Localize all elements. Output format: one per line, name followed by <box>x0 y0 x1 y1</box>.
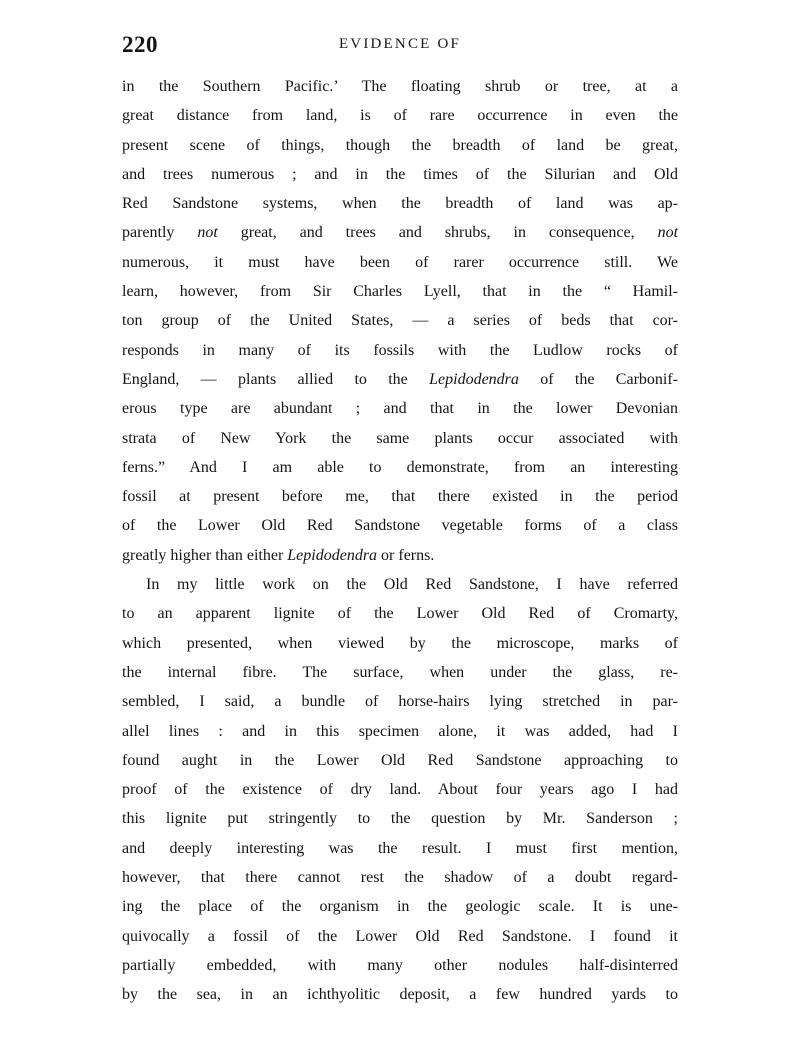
text-segment: of the Lower Old Red Sandstone vegetable forms of a class <box>122 517 678 535</box>
running-title: EVIDENCE OF <box>338 36 462 52</box>
text-line: which presented, when viewed by the microscope, marks of <box>122 634 678 652</box>
text-line <box>122 224 678 253</box>
text-line: by the sea, in an ichthyolitic deposit, a few hundred yards to <box>122 986 678 1004</box>
text-segment: England, — plants allied to the <box>122 370 430 388</box>
text-line <box>122 430 678 459</box>
paragraph-2 <box>122 576 678 1015</box>
text-segment: strata of New York the same plants occur associated with <box>122 429 678 447</box>
text-segment: present scene of things, though the breadth of land be great, <box>122 136 678 154</box>
text-line <box>122 283 678 312</box>
text-line <box>122 459 678 488</box>
text-segment: of the Carbonif- <box>518 370 679 388</box>
text-line: and deeply interesting was the result. I must first mention, <box>122 839 678 857</box>
text-segment: learn, however, from Sir Charles Lyell, that in the “ Hamil- <box>122 283 678 301</box>
running-head <box>122 32 678 62</box>
text-segment: and trees numerous ; and in the times of the Silurian and Old <box>122 165 678 183</box>
text-line: however, that there cannot rest the shadow of a doubt regard- <box>122 869 678 887</box>
text-line: found aught in the Lower Old Red Sandstone approaching to <box>122 751 678 769</box>
italic-text: Lepidodendra <box>429 370 519 388</box>
text-line <box>122 195 678 224</box>
text-segment: parently <box>122 224 198 242</box>
text-segment: numerous, it must have been of rarer occurrence still. We <box>122 253 678 271</box>
text-line <box>122 312 678 341</box>
text-line <box>122 547 678 576</box>
text-segment: greatly higher than either <box>122 546 288 564</box>
text-line: quivocally a fossil of the Lower Old Red Sandstone. I found it <box>122 927 678 945</box>
text-segment: Red Sandstone systems, when the breadth of land was ap- <box>122 195 678 213</box>
text-segment: or ferns. <box>377 546 435 564</box>
text-line <box>122 254 678 283</box>
page-number: 220 <box>122 32 158 57</box>
text-segment: erous type are abundant ; and that in the lower Devonian <box>122 400 678 418</box>
text-line <box>122 371 678 400</box>
text-line: allel lines : and in this specimen alone, it was added, had I <box>122 722 678 740</box>
text-segment: fossil at present before me, that there existed in the period <box>122 488 678 506</box>
text-line: partially embedded, with many other nodules half-disinterred <box>122 956 678 974</box>
text-line <box>122 517 678 546</box>
body-text <box>122 78 678 1016</box>
text-line: ing the place of the organism in the geologic scale. It is une- <box>122 898 678 916</box>
italic-text: Lepidodendra <box>287 546 378 564</box>
text-line <box>122 107 678 136</box>
text-segment: in the Southern Pacific.’ The floating shrub or tree, at a <box>122 78 678 95</box>
text-line: proof of the existence of dry land. About four years ago I had <box>122 781 678 799</box>
text-line <box>122 400 678 429</box>
text-segment: ton group of the United States, — a series of beds that cor- <box>122 312 678 330</box>
text-line <box>122 342 678 371</box>
text-line <box>122 166 678 195</box>
text-line: to an apparent lignite of the Lower Old Red of Cromarty, <box>122 605 678 623</box>
text-segment: responds in many of its fossils with the Ludlow rocks of <box>122 341 678 359</box>
italic-text: not <box>657 224 679 242</box>
text-line: In my little work on the Old Red Sandstone, I have referred <box>146 576 678 594</box>
italic-text: not <box>197 224 218 242</box>
text-line <box>122 78 678 107</box>
text-line <box>122 137 678 166</box>
text-segment: great distance from land, is of rare occurrence in even the <box>122 107 678 125</box>
text-line: sembled, I said, a bundle of horse-hairs lying stretched in par- <box>122 693 678 711</box>
paragraph-1 <box>122 78 678 576</box>
text-segment: ferns.” And I am able to demonstrate, from an interesting <box>122 458 678 476</box>
text-line: the internal fibre. The surface, when under the glass, re- <box>122 663 678 681</box>
text-line: this lignite put stringently to the question by Mr. Sanderson ; <box>122 810 678 828</box>
text-line <box>122 488 678 517</box>
text-segment: great, and trees and shrubs, in consequence, <box>217 224 658 242</box>
